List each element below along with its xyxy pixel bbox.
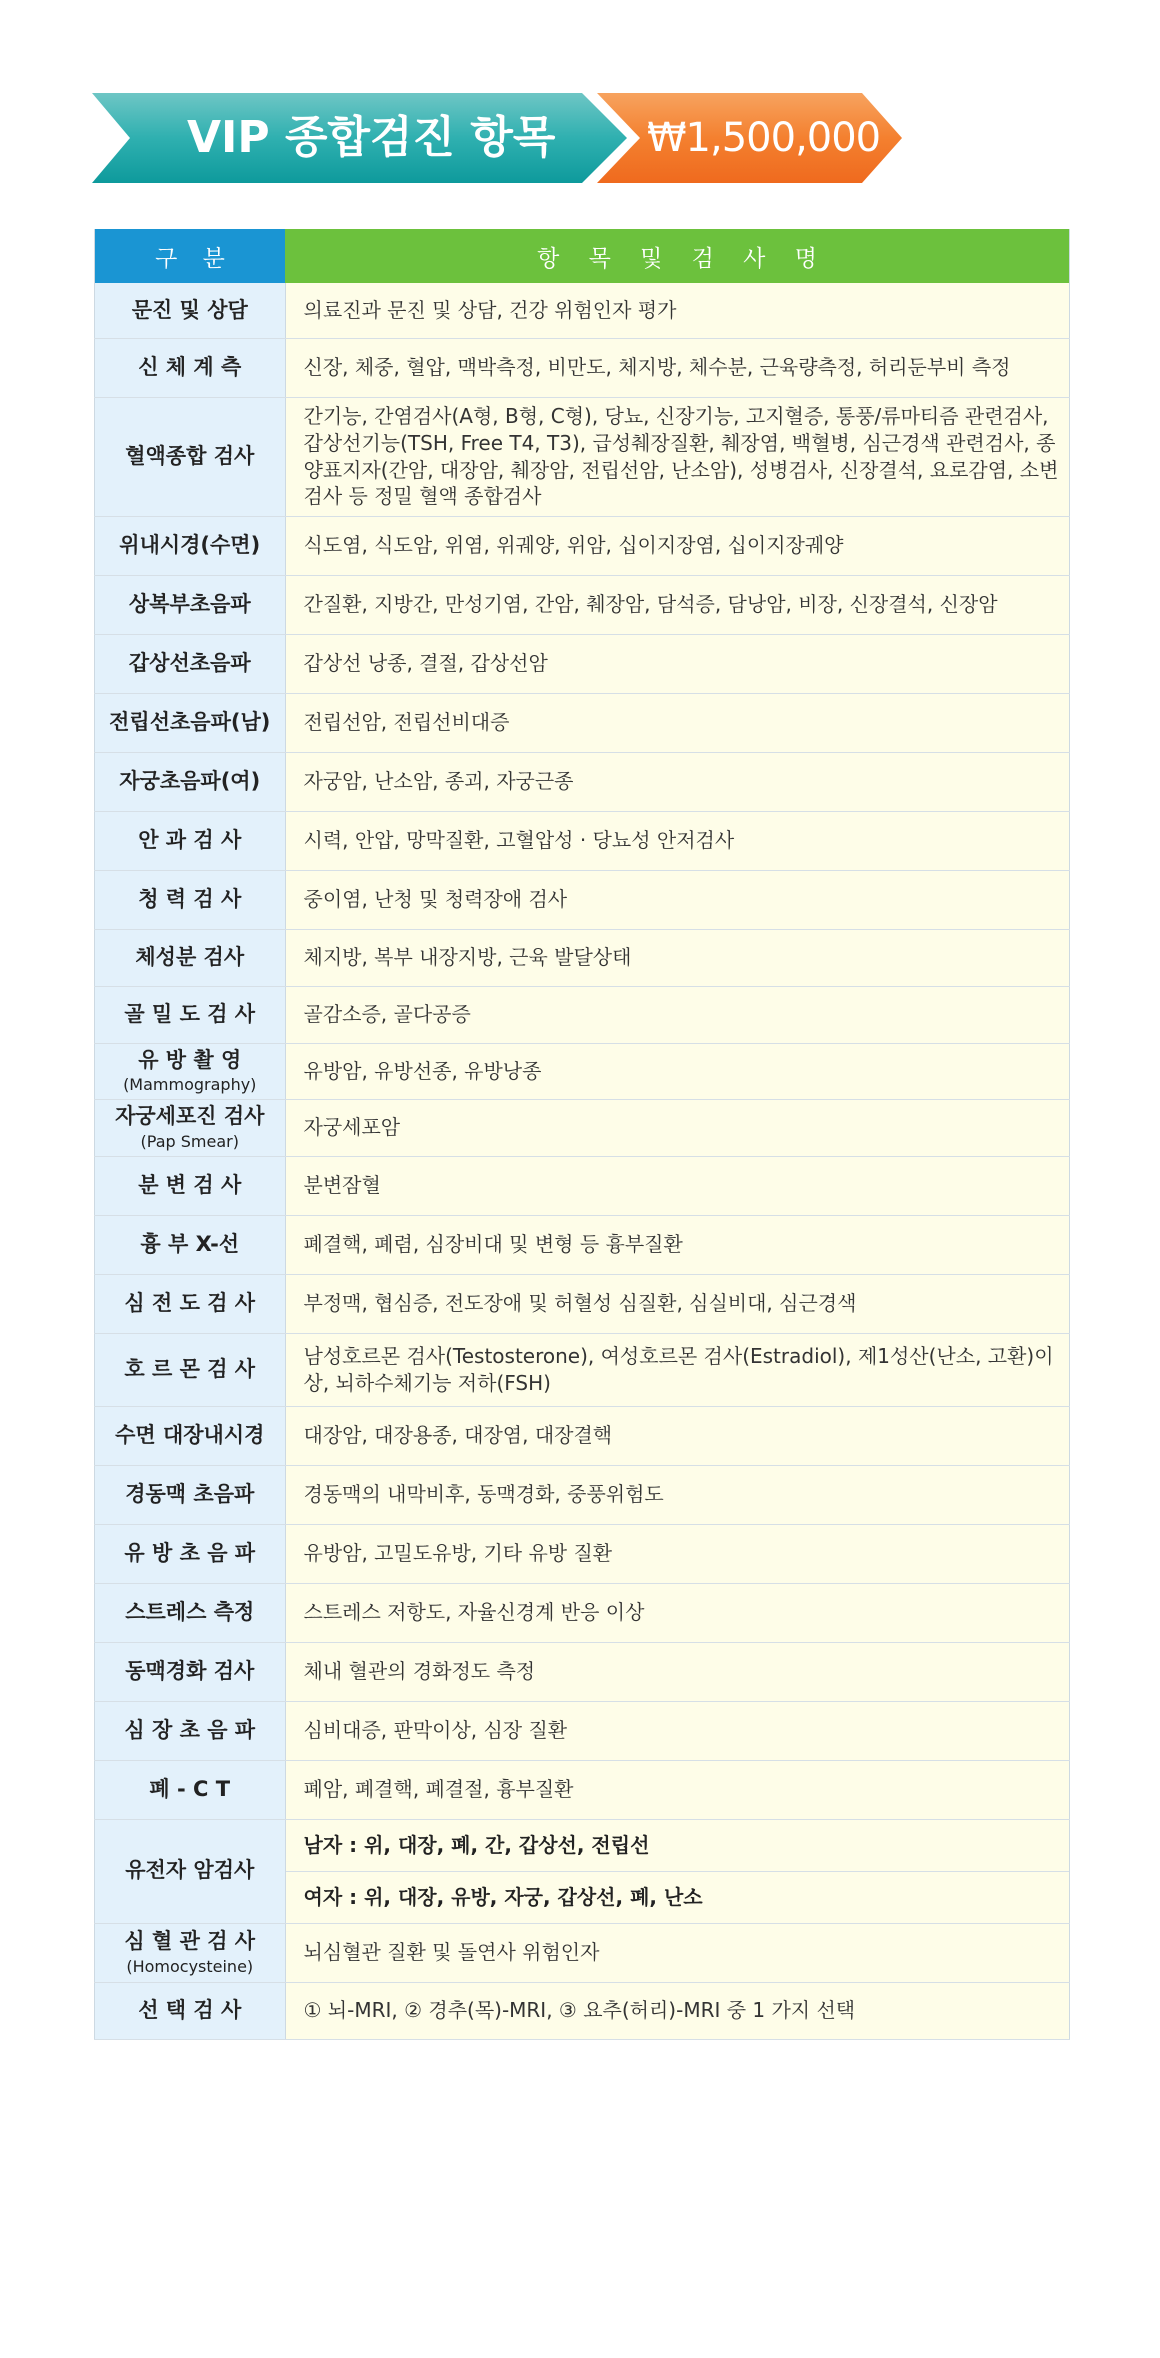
category-label: 동맥경화 검사: [125, 1658, 255, 1683]
row-category: [95, 516, 286, 575]
category-sublabel: (Mammography): [123, 1075, 257, 1094]
table-row: [95, 1642, 1070, 1701]
table-row: [95, 986, 1070, 1043]
row-category: [95, 1982, 286, 2039]
category-label: 스트레스 측정: [125, 1599, 255, 1624]
table-row: [95, 693, 1070, 752]
row-items: 뇌심혈관 질환 및 돌연사 위험인자: [285, 1923, 1070, 1982]
checkup-items-table: [94, 229, 1070, 2040]
row-category: [95, 752, 286, 811]
row-items: 체지방, 복부 내장지방, 근육 발달상태: [285, 929, 1070, 986]
row-items: 의료진과 문진 및 상담, 건강 위험인자 평가: [285, 283, 1070, 338]
table-row: [95, 1099, 1070, 1156]
row-category: [95, 1642, 286, 1701]
table-body: [95, 283, 1070, 2039]
table-row: [95, 1465, 1070, 1524]
category-label: 심 장 초 음 파: [124, 1717, 256, 1742]
row-category: [95, 338, 286, 397]
row-items: 폐암, 폐결핵, 폐결절, 흉부질환: [285, 1760, 1070, 1819]
category-label: 유전자 암검사: [125, 1858, 255, 1883]
table-row: [95, 929, 1070, 986]
table-row: [95, 1274, 1070, 1333]
row-items: 갑상선 낭종, 결절, 갑상선암: [285, 634, 1070, 693]
category-label: 혈액종합 검사: [125, 443, 255, 468]
category-label: 흉 부 X-선: [140, 1231, 240, 1256]
row-category: [95, 575, 286, 634]
row-items: 자궁세포암: [285, 1099, 1070, 1156]
table-row: [95, 575, 1070, 634]
row-category: [95, 634, 286, 693]
category-label: 위내시경(수면): [119, 532, 261, 557]
row-items: 분변잠혈: [285, 1156, 1070, 1215]
category-label: 갑상선초음파: [128, 650, 251, 675]
category-sublabel: (Pap Smear): [140, 1131, 239, 1151]
table-row: [95, 1819, 1070, 1923]
table-row: [95, 634, 1070, 693]
table-row: [95, 1333, 1070, 1406]
row-category: [95, 1099, 286, 1156]
row-category: [95, 283, 286, 338]
row-category: [95, 1701, 286, 1760]
table-row: [95, 1923, 1070, 1982]
table-row: [95, 516, 1070, 575]
category-label: 심 전 도 검 사: [124, 1290, 256, 1315]
row-category: [95, 1156, 286, 1215]
category-label: 자궁초음파(여): [119, 768, 261, 793]
table-row: [95, 1406, 1070, 1465]
row-items: 남성호르몬 검사(Testosterone), 여성호르몬 검사(Estradiol), 제1성산(난소, 고환)이상, 뇌하수체기능 저하(FSH): [285, 1333, 1070, 1406]
table-row: [95, 870, 1070, 929]
category-label: 분 변 검 사: [138, 1172, 242, 1197]
row-category: [95, 986, 286, 1043]
row-category: [95, 693, 286, 752]
row-category: [95, 1760, 286, 1819]
row-category: [95, 1465, 286, 1524]
row-category: [95, 1819, 286, 1923]
row-items: 폐결핵, 폐렴, 심장비대 및 변형 등 흉부질환: [285, 1215, 1070, 1274]
row-category: [95, 1406, 286, 1465]
row-items: 신장, 체중, 혈압, 맥박측정, 비만도, 체지방, 체수분, 근육량측정, 허리둔부비 측정: [285, 338, 1070, 397]
row-category: [95, 1043, 286, 1099]
table-row: [95, 811, 1070, 870]
table-row: [95, 1156, 1070, 1215]
table-row: [95, 1215, 1070, 1274]
row-items: 중이염, 난청 및 청력장애 검사: [285, 870, 1070, 929]
category-label: 심 혈 관 검 사: [124, 1929, 256, 1954]
header-category: 구 분: [95, 229, 286, 283]
row-items: 전립선암, 전립선비대증: [285, 693, 1070, 752]
category-label: 호 르 몬 검 사: [124, 1356, 256, 1381]
row-items: 부정맥, 협심증, 전도장애 및 허혈성 심질환, 심실비대, 심근경색: [285, 1274, 1070, 1333]
row-items: ① 뇌-MRI, ② 경추(목)-MRI, ③ 요추(허리)-MRI 중 1 가지 선택: [285, 1982, 1070, 2039]
category-label: 유 방 촬 영: [138, 1047, 242, 1072]
category-label: 문진 및 상담: [131, 297, 248, 322]
row-items: 체내 혈관의 경화정도 측정: [285, 1642, 1070, 1701]
category-label: 전립선초음파(남): [109, 709, 271, 734]
category-label: 유 방 초 음 파: [124, 1540, 256, 1565]
header-banner: [92, 93, 902, 183]
row-category: [95, 1215, 286, 1274]
row-items: 유방암, 고밀도유방, 기타 유방 질환: [285, 1524, 1070, 1583]
genetic-male-items: 남자 : 위, 대장, 폐, 간, 갑상선, 전립선: [286, 1820, 1070, 1872]
table-row: [95, 752, 1070, 811]
row-items: 대장암, 대장용종, 대장염, 대장결핵: [285, 1406, 1070, 1465]
row-items: 시력, 안압, 망막질환, 고혈압성 · 당뇨성 안저검사: [285, 811, 1070, 870]
category-label: 청 력 검 사: [138, 886, 242, 911]
row-items: 간질환, 지방간, 만성기염, 간암, 췌장암, 담석증, 담낭암, 비장, 신장결석, 신장암: [285, 575, 1070, 634]
row-items-genetic: [285, 1819, 1070, 1923]
row-category: [95, 1333, 286, 1406]
row-category: [95, 929, 286, 986]
table-row: [95, 1524, 1070, 1583]
row-category: [95, 397, 286, 516]
table-row: [95, 1043, 1070, 1099]
table-row: [95, 338, 1070, 397]
category-label: 폐 - C T: [149, 1776, 231, 1801]
table-row: [95, 283, 1070, 338]
table-row: [95, 1760, 1070, 1819]
row-category: [95, 811, 286, 870]
row-category: [95, 870, 286, 929]
row-items: 스트레스 저항도, 자율신경계 반응 이상: [285, 1583, 1070, 1642]
category-label: 안 과 검 사: [138, 827, 242, 852]
category-label: 수면 대장내시경: [115, 1422, 265, 1447]
category-sublabel: (Homocysteine): [126, 1956, 254, 1976]
row-items: 자궁암, 난소암, 종괴, 자궁근종: [285, 752, 1070, 811]
row-category: [95, 1524, 286, 1583]
row-category: [95, 1274, 286, 1333]
category-label: 경동맥 초음파: [125, 1481, 255, 1506]
row-items: 간기능, 간염검사(A형, B형, C형), 당뇨, 신장기능, 고지혈증, 통풍/류마티즘 관련검사, 갑상선기능(TSH, Free T4, T3), 급성췌장질환, 췌장염, 백혈병, 심근경색 관련검사, 종양표지자(간암, 대장암, 췌장암, 전립선암, 난소암), 성병검사, 신장결석, 요로감염, 소변 검사 등 정밀 혈액 종합검사: [285, 397, 1070, 516]
row-category: [95, 1583, 286, 1642]
category-label: 자궁세포진 검사: [115, 1104, 265, 1129]
table-header-row: [95, 229, 1070, 283]
category-label: 신 체 계 측: [138, 354, 242, 379]
price-label: ₩1,500,000: [647, 115, 881, 161]
row-category: [95, 1923, 286, 1982]
page-title: VIP 종합검진 항목: [187, 112, 556, 163]
header-items: 항 목 및 검 사 명: [285, 229, 1070, 283]
category-label: 선 택 검 사: [138, 1997, 242, 2022]
row-items: 식도염, 식도암, 위염, 위궤양, 위암, 십이지장염, 십이지장궤양: [285, 516, 1070, 575]
table-row: [95, 1982, 1070, 2039]
table-row: [95, 1701, 1070, 1760]
genetic-female-items: 여자 : 위, 대장, 유방, 자궁, 갑상선, 폐, 난소: [303, 1884, 703, 1909]
row-items: 골감소증, 골다공증: [285, 986, 1070, 1043]
row-items: 유방암, 유방선종, 유방낭종: [285, 1043, 1070, 1099]
row-items: 심비대증, 판막이상, 심장 질환: [285, 1701, 1070, 1760]
table-row: [95, 397, 1070, 516]
category-label: 골 밀 도 검 사: [124, 1001, 256, 1026]
category-label: 체성분 검사: [135, 944, 245, 969]
table-row: [95, 1583, 1070, 1642]
category-label: 상복부초음파: [128, 591, 251, 616]
row-items: 경동맥의 내막비후, 동맥경화, 중풍위험도: [285, 1465, 1070, 1524]
